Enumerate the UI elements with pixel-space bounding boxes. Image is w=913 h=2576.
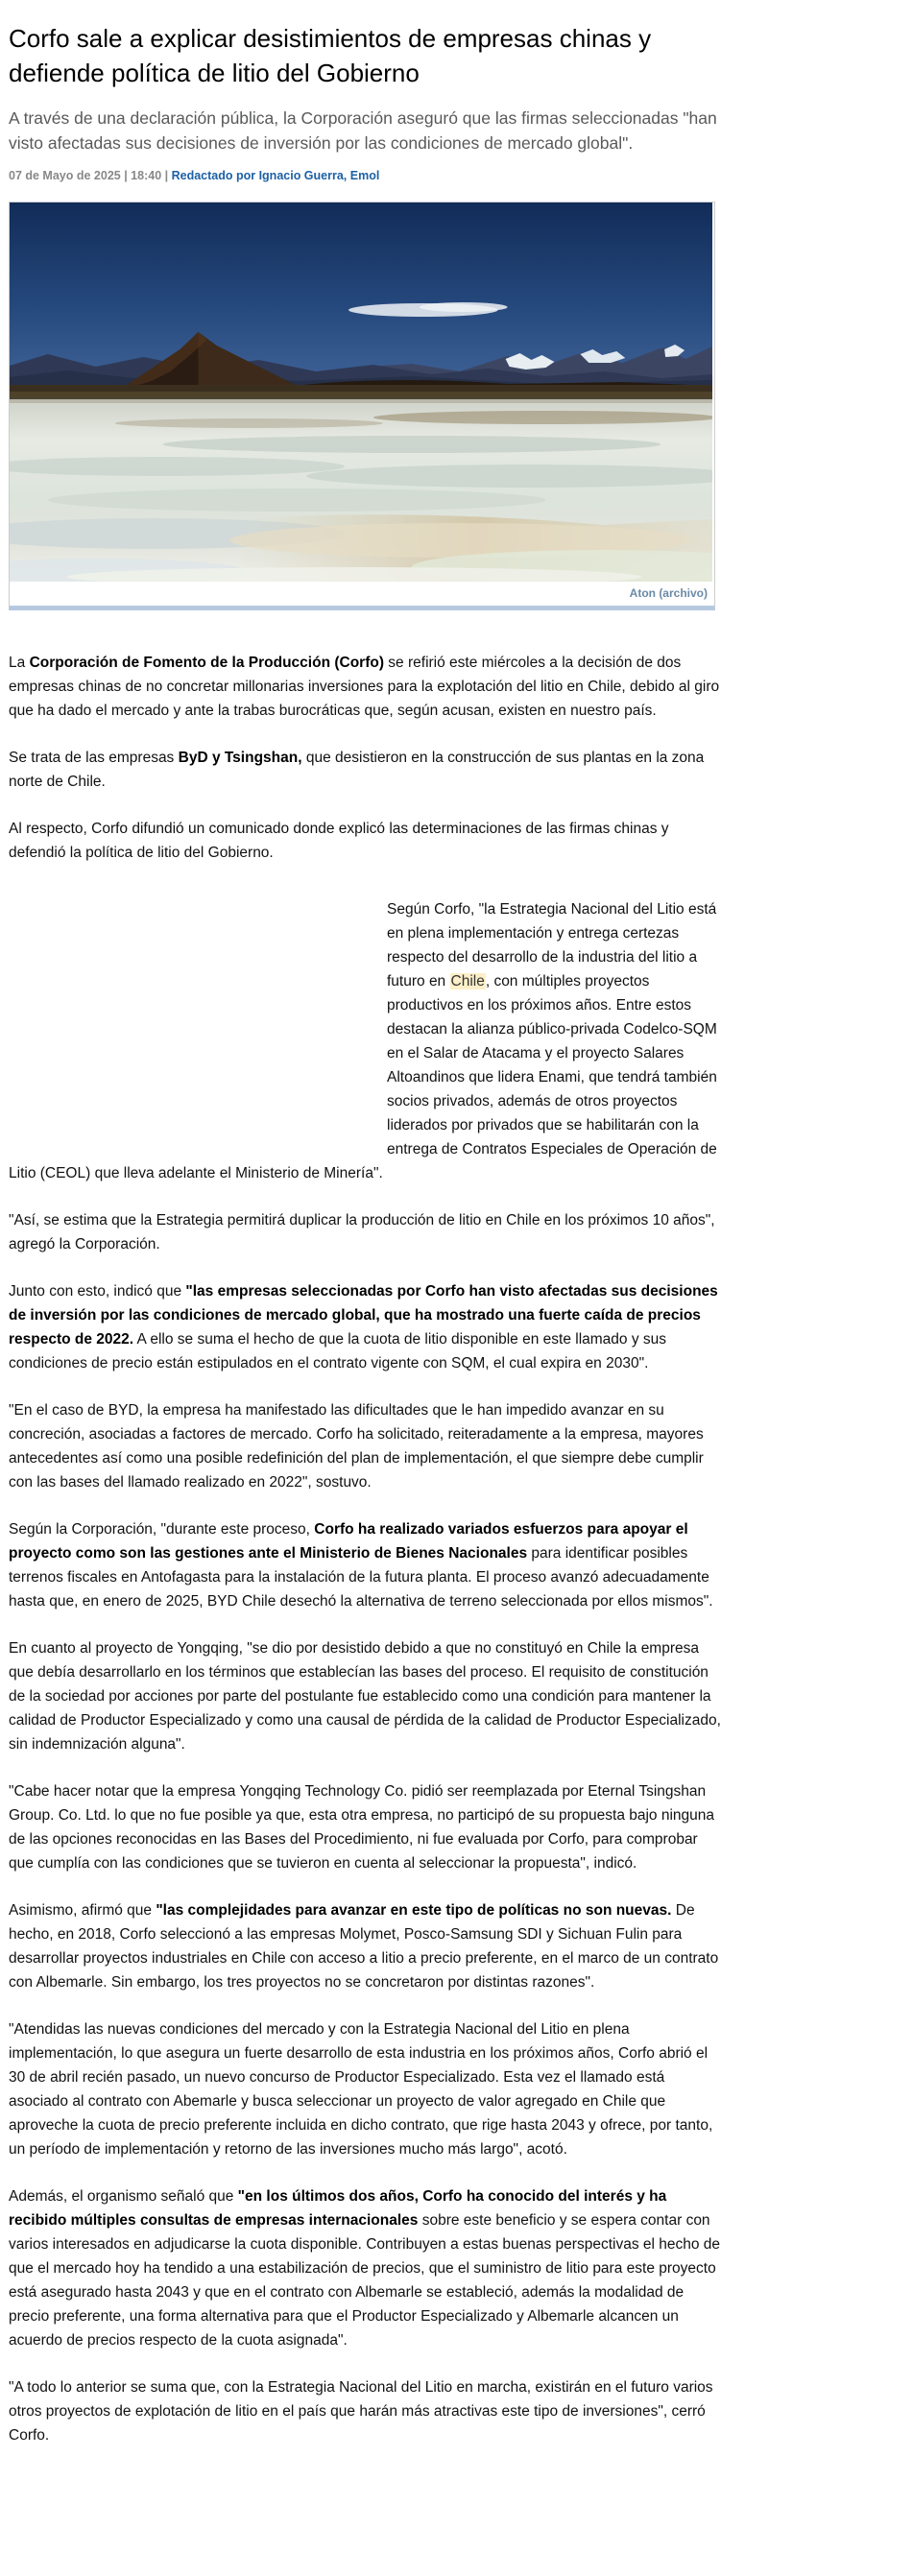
salar-photo bbox=[10, 203, 712, 582]
text-segment: Asimismo, afirmó que bbox=[9, 1902, 156, 1919]
text-segment: sobre este beneficio y se espera contar con varios interesados en adjudicarse la cuota disponible. Contribuyen a estas buenas perspectivas el hecho de que el mercado hoy ha tendido a una estabilización de precios, que el suministro de litio para este proyecto está asegurado hasta 2043 y que en el contrato con Albemarle se estableció, además la modalidad de precio preferente, una forma alternativa para que el Productor Especializado y Albemarle alcancen un acuerdo de precios respecto de la cuota asignada". bbox=[9, 2212, 721, 2349]
bold-text: "las empresas seleccionadas por Corfo han visto afectadas sus decisiones de inversión por las condiciones de mercado global, que ha mostrado una fuerte caída de precios respecto de 2022. bbox=[9, 1283, 718, 1348]
article-paragraph bbox=[9, 651, 726, 723]
bold-text: Corporación de Fomento de la Producción (Corfo) bbox=[29, 655, 384, 671]
bold-text: "en los últimos dos años, Corfo ha conocido del interés y ha recibido múltiples consultas de empresas internacionales bbox=[9, 2188, 667, 2229]
article-photo-figure bbox=[9, 202, 715, 610]
text-segment: En cuanto al proyecto de Yongqing, "se dio por desistido debido a que no constituyó en Chile la empresa que debía desarrollarlo en los términos que establecían las bases del proceso. El requisito de constitución de la sociedad por acciones por parte del postulante fue establecido como una condición para mantener la calidad de Productor Especializado y como una causal de pérdida de la calidad de Productor Especializado, sin indemnización alguna". bbox=[9, 1640, 721, 1753]
bold-text: ByD y Tsingshan, bbox=[178, 750, 302, 766]
article-paragraph bbox=[9, 1517, 726, 1613]
text-segment: Según Corfo, "la Estrategia Nacional del Litio está en plena implementación y entrega certezas respecto del desarrollo de la industria del litio a futuro en bbox=[387, 901, 717, 990]
text-segment: "En el caso de BYD, la empresa ha manifestado las dificultades que le han impedido avanzar en su concreción, asociadas a factores de mercado. Corfo ha solicitado, reiteradamente a la empresa, mayores antecedentes así como una posible redefinición del plan de implementación, el que siempre debe cumplir con las bases del llamado realizado en 2022", sostuvo. bbox=[9, 1402, 704, 1491]
article-paragraph bbox=[9, 2017, 726, 2161]
article-paragraph bbox=[9, 1279, 726, 1375]
bold-text: "las complejidades para avanzar en este tipo de políticas no son nuevas. bbox=[156, 1902, 672, 1919]
text-segment: De hecho, en 2018, Corfo seleccionó a las empresas Molymet, Posco-Samsung SDI y Sichuan Fulin para desarrollar proyectos industriales en Chile con acceso a litio a precio preferente, en el marco de un contrato con Albemarle. Sin embargo, los tres proyectos no se concretaron por distintas razones". bbox=[9, 1902, 719, 1991]
page-title: Corfo sale a explicar desistimientos de empresas chinas y defiende política de litio del Gobierno bbox=[9, 24, 652, 87]
article-paragraph bbox=[9, 817, 726, 865]
article-paragraph bbox=[9, 1898, 726, 1994]
article-paragraph bbox=[9, 2375, 726, 2447]
byline-author-link[interactable]: Redactado por Ignacio Guerra, Emol bbox=[171, 169, 380, 182]
text-segment: "A todo lo anterior se suma que, con la Estrategia Nacional del Litio en marcha, existirán en el futuro varios otros proyectos de explotación de litio en el país que harán más atractivas este tipo de inversiones", cerró Corfo. bbox=[9, 2379, 713, 2444]
bold-text: Corfo ha realizado variados esfuerzos para apoyar el proyecto como son las gestiones ante el Ministerio de Bienes Nacionales bbox=[9, 1521, 688, 1562]
article-paragraph bbox=[9, 1779, 726, 1875]
text-segment: A ello se suma el hecho de que la cuota de litio disponible en este llamado y sus condiciones de precio están estipulados en el contrato vigente con SQM, el cual expira en 2030". bbox=[9, 1331, 667, 1371]
keyword-link[interactable]: Chile bbox=[450, 973, 485, 990]
byline-date: 07 de Mayo de 2025 | 18:40 | bbox=[9, 169, 172, 182]
text-segment: que desistieron en la construcción de sus plantas en la zona norte de Chile. bbox=[9, 750, 705, 790]
article-paragraph bbox=[9, 746, 726, 794]
article-paragraph bbox=[9, 1636, 726, 1756]
article-paragraph bbox=[9, 2184, 726, 2352]
text-segment: "Atendidas las nuevas condiciones del mercado y con la Estrategia Nacional del Litio en plena implementación, lo que asegura un fuerte desarrollo de esta industria en los próximos años, Corfo abrió el 30 de abril recién pasado, un nuevo concurso de Productor Especializado. Esta vez el llamado está asociado al contrato con Abemarle y busca seleccionar un proyecto de valor agregado en Chile que aproveche la cuota de precio preferente incluida en dicho contrato, que rige hasta 2043 y ofrece, por tanto, un período de implementación y retorno de las inversiones mucho más largo", acotó. bbox=[9, 2021, 713, 2158]
article-body bbox=[9, 651, 726, 2447]
inline-widget-placeholder bbox=[9, 897, 372, 1158]
article-subtitle: A través de una declaración pública, la Corporación aseguró que las firmas seleccionadas "han visto afectadas sus decisiones de inversión por las condiciones de mercado global". bbox=[9, 108, 717, 153]
photo-caption: Aton (archivo) bbox=[10, 582, 714, 606]
text-segment: se refirió este miércoles a la decisión de dos empresas chinas de no concretar millonarias inversiones para la explotación del litio en Chile, debido al giro que ha dado el mercado y ante la trabas burocráticas que, según acusan, existen en nuestro país. bbox=[9, 655, 720, 719]
article-paragraph bbox=[9, 1208, 726, 1256]
text-segment: La bbox=[9, 655, 30, 671]
text-segment: "Cabe hacer notar que la empresa Yongqing Technology Co. pidió ser reemplazada por Eternal Tsingshan Group. Co. Ltd. lo que no fue posible ya que, esta otra empresa, no participó de su propuesta bajo ninguna de las opciones reconocidas en las Bases del Procedimiento, ni fue evaluada por Corfo, para comprobar que cumplía con las condiciones que se tuvieron en cuenta al seleccionar la propuesta", indicó. bbox=[9, 1783, 715, 1872]
text-segment: Según la Corporación, "durante este proceso, bbox=[9, 1521, 315, 1538]
text-segment: Además, el organismo señaló que bbox=[9, 2188, 238, 2205]
text-segment: , con múltiples proyectos productivos en los próximos años. Entre estos destacan la alianza público-privada Codelco-SQM en el Salar de Atacama y el proyecto Salares Altoandinos que lidera Enami, que tendrá también socios privados, además de otros proyectos liderados por privados que se habilitarán con la entrega de Contratos Especiales de Operación de Litio (CEOL) que lleva adelante el Ministerio de Minería". bbox=[9, 973, 717, 1181]
text-segment: Se trata de las empresas bbox=[9, 750, 179, 766]
article-paragraph bbox=[9, 1398, 726, 1494]
text-segment: Al respecto, Corfo difundió un comunicado donde explicó las determinaciones de las firmas chinas y defendió la política de litio del Gobierno. bbox=[9, 821, 669, 861]
text-segment: Junto con esto, indicó que bbox=[9, 1283, 186, 1300]
byline bbox=[9, 169, 726, 182]
article-paragraph bbox=[9, 897, 726, 1185]
text-segment: para identificar posibles terrenos fiscales en Antofagasta para la instalación de la futura planta. El proceso avanzó adecuadamente hasta que, en enero de 2025, BYD Chile desechó la alternativa de terreno seleccionada por ellos mismos". bbox=[9, 1545, 713, 1610]
text-segment: "Así, se estima que la Estrategia permitirá duplicar la producción de litio en Chile en los próximos 10 años", agregó la Corporación. bbox=[9, 1212, 715, 1252]
